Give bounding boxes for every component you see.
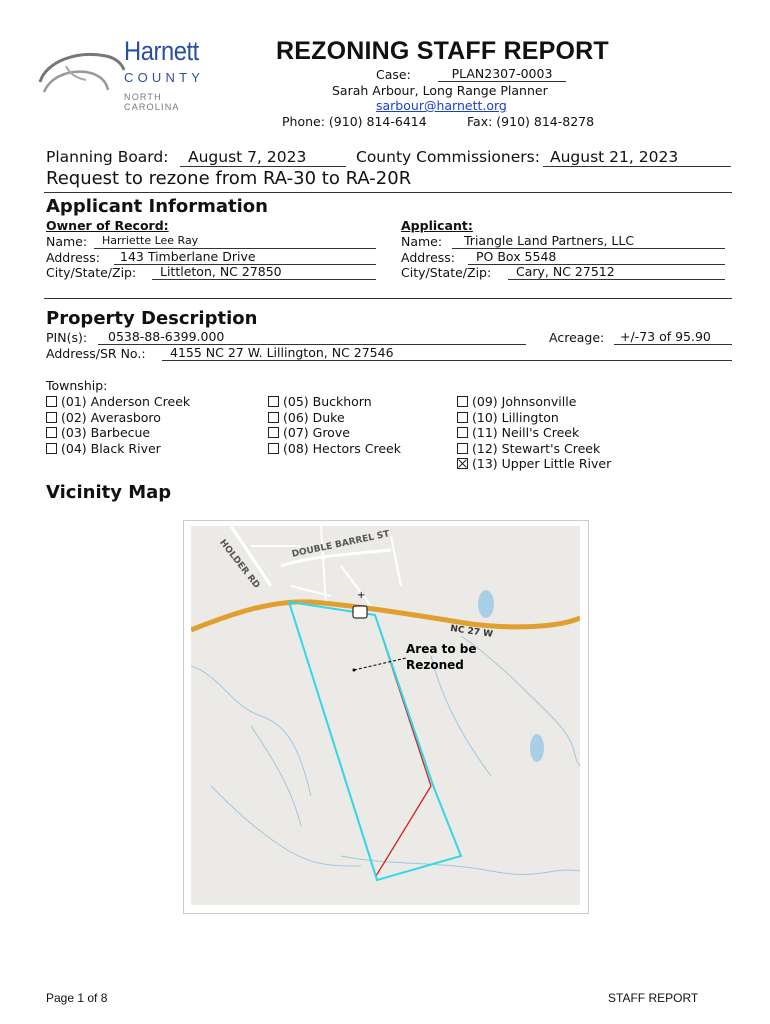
township-option[interactable]: (09) Johnsonville bbox=[457, 394, 611, 410]
logo-county: COUNTY bbox=[124, 70, 205, 85]
request-text: Request to rezone from RA-30 to RA-20R bbox=[46, 168, 412, 189]
vicinity-map[interactable] bbox=[191, 526, 580, 905]
report-title: REZONING STAFF REPORT bbox=[276, 37, 609, 65]
owner-address: 143 Timberlane Drive bbox=[114, 250, 376, 265]
request-divider bbox=[44, 192, 732, 193]
owner-address-label: Address: bbox=[46, 250, 100, 265]
address-sr-label: Address/SR No.: bbox=[46, 346, 146, 361]
case-label: Case: bbox=[376, 67, 411, 82]
acreage-value: +/-73 of 95.90 bbox=[614, 330, 732, 345]
applicant-city-label: City/State/Zip: bbox=[401, 265, 492, 280]
fax-number: Fax: (910) 814-8278 bbox=[467, 114, 595, 129]
applicant-city: Cary, NC 27512 bbox=[508, 265, 725, 280]
logo-state: NORTH CAROLINA bbox=[124, 92, 180, 112]
checkbox-icon[interactable] bbox=[457, 412, 468, 423]
planning-board-date: August 7, 2023 bbox=[180, 148, 346, 167]
page-number: Page 1 of 8 bbox=[46, 991, 108, 1005]
checkbox-icon[interactable] bbox=[46, 396, 57, 407]
township-label: Township: bbox=[46, 378, 108, 393]
case-number: PLAN2307-0003 bbox=[438, 67, 566, 82]
pin-label: PIN(s): bbox=[46, 330, 88, 345]
commissioners-date: August 21, 2023 bbox=[543, 148, 731, 167]
township-option[interactable]: (06) Duke bbox=[268, 410, 401, 426]
checkbox-icon[interactable] bbox=[268, 443, 279, 454]
applicant-heading: Applicant: bbox=[401, 218, 473, 233]
township-option[interactable]: (04) Black River bbox=[46, 441, 190, 457]
township-option[interactable]: (10) Lillington bbox=[457, 410, 611, 426]
checkbox-icon[interactable] bbox=[268, 427, 279, 438]
township-col-3 bbox=[457, 394, 611, 472]
planning-board-label: Planning Board: bbox=[46, 148, 169, 166]
owner-city: Littleton, NC 27850 bbox=[152, 265, 376, 280]
owner-name: Harriette Lee Ray bbox=[94, 234, 376, 249]
owner-heading: Owner of Record: bbox=[46, 218, 169, 233]
checkbox-icon[interactable] bbox=[46, 427, 57, 438]
township-option[interactable]: (12) Stewart's Creek bbox=[457, 441, 611, 457]
planner-name: Sarah Arbour, Long Range Planner bbox=[332, 83, 548, 98]
pin-value: 0538-88-6399.000 bbox=[98, 330, 526, 345]
owner-city-label: City/State/Zip: bbox=[46, 265, 137, 280]
applicant-info-heading: Applicant Information bbox=[46, 196, 268, 217]
checkbox-icon[interactable] bbox=[457, 396, 468, 407]
township-option[interactable]: (08) Hectors Creek bbox=[268, 441, 401, 457]
map-label-holder-rd: HOLDER RD bbox=[217, 538, 262, 591]
checkbox-icon[interactable] bbox=[268, 396, 279, 407]
property-heading: Property Description bbox=[46, 308, 258, 329]
checkbox-icon[interactable] bbox=[457, 443, 468, 454]
address-sr-value: 4155 NC 27 W. Lillington, NC 27546 bbox=[162, 346, 732, 361]
township-option[interactable]: (11) Neill's Creek bbox=[457, 425, 611, 441]
map-label-rezoned: Rezoned bbox=[406, 658, 464, 672]
checkbox-icon[interactable] bbox=[46, 443, 57, 454]
checked-checkbox-icon[interactable] bbox=[457, 458, 468, 469]
vicinity-heading: Vicinity Map bbox=[46, 482, 172, 503]
checkbox-icon[interactable] bbox=[457, 427, 468, 438]
svg-text:+: + bbox=[357, 590, 366, 601]
planner-email-link[interactable]: sarbour@harnett.org bbox=[376, 98, 507, 113]
phone-number: Phone: (910) 814-6414 bbox=[282, 114, 427, 129]
owner-name-label: Name: bbox=[46, 234, 88, 249]
township-option[interactable]: (02) Averasboro bbox=[46, 410, 190, 426]
county-logo bbox=[36, 36, 216, 112]
township-option[interactable]: (03) Barbecue bbox=[46, 425, 190, 441]
township-col-1 bbox=[46, 394, 190, 456]
checkbox-icon[interactable] bbox=[268, 412, 279, 423]
township-option[interactable]: (07) Grove bbox=[268, 425, 401, 441]
map-label-double-barrel: DOUBLE BARREL ST bbox=[291, 529, 391, 560]
acreage-label: Acreage: bbox=[549, 330, 605, 345]
township-option-checked[interactable]: (13) Upper Little River bbox=[457, 456, 611, 472]
applicant-address: PO Box 5548 bbox=[468, 250, 725, 265]
applicant-name-label: Name: bbox=[401, 234, 443, 249]
map-label-area: Area to be bbox=[406, 642, 477, 656]
commissioners-label: County Commissioners: bbox=[356, 148, 540, 166]
checkbox-icon[interactable] bbox=[46, 412, 57, 423]
applicant-name: Triangle Land Partners, LLC bbox=[452, 234, 725, 249]
logo-swoosh-icon bbox=[36, 44, 126, 104]
township-option[interactable]: (05) Buckhorn bbox=[268, 394, 401, 410]
applicant-divider bbox=[44, 298, 732, 299]
logo-name: Harnett bbox=[124, 36, 199, 66]
footer-label: STAFF REPORT bbox=[608, 991, 699, 1005]
township-option[interactable]: (01) Anderson Creek bbox=[46, 394, 190, 410]
applicant-address-label: Address: bbox=[401, 250, 455, 265]
map-label-nc27: NC 27 W bbox=[449, 624, 494, 640]
township-col-2 bbox=[268, 394, 401, 456]
